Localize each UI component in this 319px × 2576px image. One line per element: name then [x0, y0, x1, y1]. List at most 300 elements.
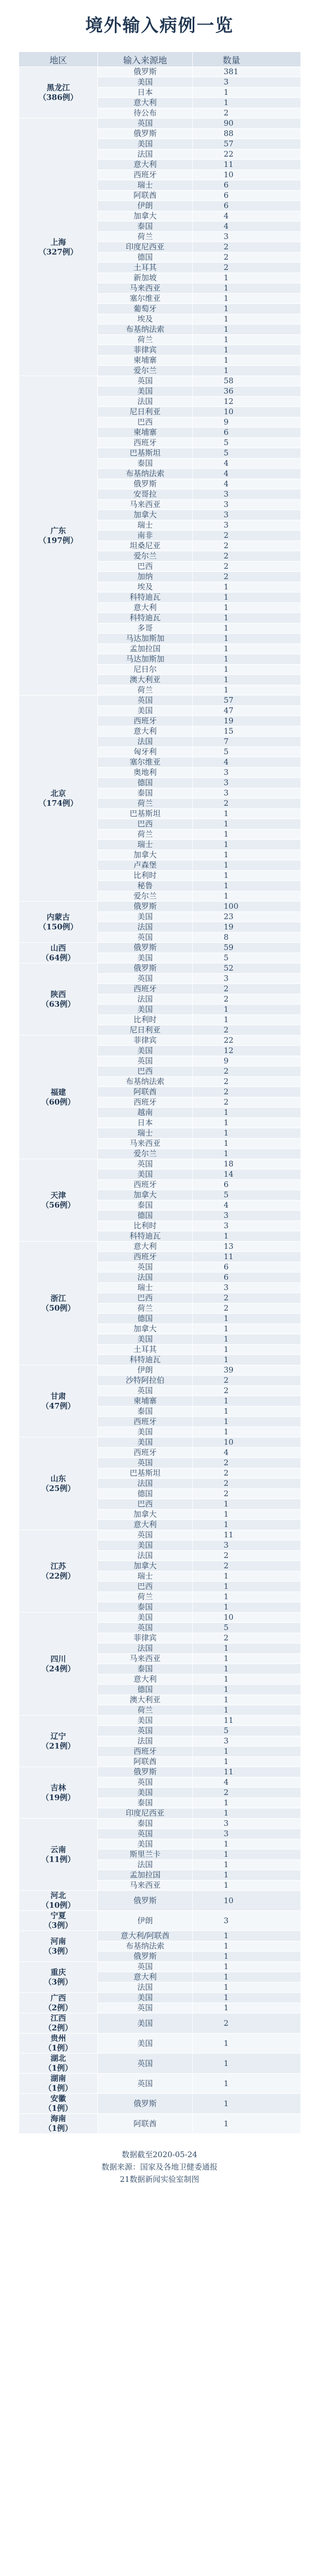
- source-cell: 荷兰: [98, 1592, 193, 1602]
- source-cell: 越南: [98, 1108, 193, 1118]
- source-cell: 美国: [98, 2033, 193, 2054]
- count-cell: 90: [193, 118, 301, 129]
- count-cell: 39: [193, 1365, 301, 1376]
- region-total: （25例）: [41, 1483, 75, 1493]
- count-cell: 1: [193, 1972, 301, 1982]
- source-cell: 加拿大: [98, 1324, 193, 1334]
- source-cell: 土耳其: [98, 1345, 193, 1355]
- source-cell: 加拿大: [98, 1510, 193, 1520]
- source-cell: 意大利: [98, 1674, 193, 1685]
- count-cell: 10: [193, 1613, 301, 1623]
- region-name: 陕西: [50, 989, 66, 999]
- source-cell: 沙特阿拉伯: [98, 1376, 193, 1386]
- table-row: [19, 1819, 301, 1829]
- count-cell: 1: [193, 1870, 301, 1880]
- region-total: （2例）: [44, 2023, 73, 2032]
- source-cell: 马达加斯加: [98, 634, 193, 644]
- count-cell: 3: [193, 778, 301, 788]
- source-cell: 美国: [98, 1046, 193, 1056]
- count-cell: 58: [193, 376, 301, 386]
- region-total: （3例）: [44, 1977, 73, 1987]
- source-cell: 英国: [98, 1458, 193, 1468]
- region-total: （50例）: [41, 1303, 75, 1313]
- count-cell: 9: [193, 417, 301, 428]
- count-cell: 1: [193, 88, 301, 98]
- source-cell: 英国: [98, 1530, 193, 1540]
- source-cell: 意大利: [98, 160, 193, 170]
- source-cell: 瑞士: [98, 1128, 193, 1139]
- count-cell: 52: [193, 963, 301, 974]
- source-cell: 科特迪瓦: [98, 1355, 193, 1365]
- source-cell: 荷兰: [98, 829, 193, 840]
- source-cell: 加拿大: [98, 1190, 193, 1200]
- source-cell: 美国: [98, 1170, 193, 1180]
- source-cell: 法国: [98, 1551, 193, 1561]
- count-cell: 1: [193, 634, 301, 644]
- count-cell: 1: [193, 1850, 301, 1860]
- count-cell: 1: [193, 1941, 301, 1952]
- source-cell: 巴西: [98, 1582, 193, 1592]
- source-cell: 加纳: [98, 572, 193, 582]
- region-cell: [19, 1365, 98, 1437]
- count-cell: 1: [193, 1982, 301, 1993]
- page-title: 境外输入病例一览: [85, 15, 234, 36]
- source-cell: 荷兰: [98, 799, 193, 809]
- source-cell: 坦桑尼亚: [98, 541, 193, 551]
- count-cell: 4: [193, 1777, 301, 1788]
- source-cell: 印度尼西亚: [98, 1808, 193, 1819]
- count-cell: 1: [193, 2074, 301, 2094]
- count-cell: 1: [193, 355, 301, 366]
- count-cell: 23: [193, 912, 301, 922]
- source-cell: 意大利: [98, 1242, 193, 1252]
- region-total: （386例）: [38, 92, 78, 102]
- count-cell: 1: [193, 1747, 301, 1757]
- source-cell: 美国: [98, 1788, 193, 1798]
- count-cell: 10: [193, 1437, 301, 1448]
- region-name: 内蒙古: [46, 912, 70, 922]
- count-cell: 2: [193, 562, 301, 572]
- count-cell: 1: [193, 1355, 301, 1365]
- region-cell: [19, 963, 98, 1036]
- source-cell: 法国: [98, 1982, 193, 1993]
- count-cell: 1: [193, 1931, 301, 1941]
- count-cell: 1: [193, 1643, 301, 1654]
- count-cell: 1: [193, 840, 301, 850]
- source-cell: 巴西: [98, 1066, 193, 1077]
- count-cell: 3: [193, 520, 301, 531]
- count-cell: 1: [193, 1417, 301, 1427]
- region-name: 江西: [50, 2013, 66, 2023]
- source-cell: 土耳其: [98, 263, 193, 273]
- region-total: （150例）: [38, 922, 78, 931]
- count-cell: 11: [193, 1530, 301, 1540]
- count-cell: 2: [193, 1633, 301, 1643]
- source-cell: 尼日利亚: [98, 1025, 193, 1036]
- region-cell: [19, 696, 98, 902]
- count-cell: 5: [193, 953, 301, 963]
- region-name: 广东: [50, 526, 66, 535]
- count-cell: 4: [193, 1200, 301, 1211]
- source-cell: 意大利: [98, 98, 193, 108]
- region-cell: [19, 2114, 98, 2134]
- count-cell: 5: [193, 438, 301, 448]
- region-cell: [19, 2013, 98, 2033]
- count-cell: 1: [193, 1654, 301, 1664]
- source-cell: 布基纳法索: [98, 325, 193, 335]
- table-row: [19, 2114, 301, 2134]
- source-cell: 秘鲁: [98, 881, 193, 891]
- count-cell: 2: [193, 2013, 301, 2033]
- count-cell: 1: [193, 1571, 301, 1582]
- count-cell: 2: [193, 1293, 301, 1303]
- table-row: [19, 1530, 301, 1540]
- region-name: 河南: [50, 1936, 66, 1946]
- region-name: 北京: [50, 788, 66, 798]
- table-row: [19, 67, 301, 77]
- source-cell: 安哥拉: [98, 489, 193, 500]
- region-name: 广西: [50, 1993, 66, 2003]
- region-name: 上海: [50, 237, 66, 247]
- count-cell: 2: [193, 1468, 301, 1479]
- count-cell: 1: [193, 1798, 301, 1808]
- source-cell: 布基纳法索: [98, 1941, 193, 1952]
- count-cell: 11: [193, 1252, 301, 1262]
- region-name: 山西: [50, 943, 66, 953]
- source-cell: 马达加斯加: [98, 654, 193, 665]
- count-cell: 3: [193, 1911, 301, 1931]
- count-cell: 1: [193, 1396, 301, 1406]
- table-row: [19, 1962, 301, 1972]
- count-cell: 1: [193, 860, 301, 871]
- source-cell: 法国: [98, 922, 193, 933]
- count-cell: 88: [193, 129, 301, 139]
- source-cell: 法国: [98, 1273, 193, 1283]
- count-cell: 2: [193, 1066, 301, 1077]
- source-cell: 爱尔兰: [98, 366, 193, 376]
- count-cell: 1: [193, 325, 301, 335]
- source-cell: 意大利/阿联酋: [98, 1931, 193, 1941]
- source-cell: 意大利: [98, 726, 193, 737]
- count-cell: 59: [193, 943, 301, 953]
- source-cell: 俄罗斯: [98, 1767, 193, 1777]
- count-cell: 1: [193, 2033, 301, 2054]
- count-cell: 2: [193, 1561, 301, 1571]
- count-cell: 2: [193, 252, 301, 263]
- count-cell: 19: [193, 716, 301, 726]
- count-cell: 3: [193, 1819, 301, 1829]
- region-total: （10例）: [41, 1901, 75, 1910]
- source-cell: 荷兰: [98, 335, 193, 345]
- region-cell: [19, 1911, 98, 1931]
- count-cell: 1: [193, 654, 301, 665]
- count-cell: 1: [193, 1139, 301, 1149]
- count-cell: 2: [193, 1458, 301, 1468]
- region-name: 贵州: [50, 2033, 66, 2043]
- region-cell: [19, 118, 98, 376]
- count-cell: 1: [193, 1664, 301, 1674]
- source-cell: 意大利: [98, 1520, 193, 1530]
- count-cell: 11: [193, 1716, 301, 1726]
- region-total: （63例）: [41, 999, 75, 1009]
- count-cell: 2: [193, 572, 301, 582]
- source-cell: 菲律宾: [98, 1633, 193, 1643]
- count-cell: 3: [193, 1829, 301, 1839]
- region-name: 黑龙江: [46, 82, 70, 92]
- source-cell: 俄罗斯: [98, 943, 193, 953]
- region-cell: [19, 1931, 98, 1962]
- region-name: 吉林: [50, 1783, 66, 1792]
- count-cell: 1: [193, 1499, 301, 1510]
- region-total: （24例）: [41, 1664, 75, 1673]
- source-cell: 英国: [98, 118, 193, 129]
- source-cell: 美国: [98, 706, 193, 716]
- source-cell: 美国: [98, 77, 193, 88]
- region-name: 山东: [50, 1473, 66, 1483]
- source-cell: 日本: [98, 88, 193, 98]
- count-cell: 1: [193, 613, 301, 623]
- source-cell: 巴基斯坦: [98, 448, 193, 459]
- count-cell: 4: [193, 459, 301, 469]
- region-total: （1例）: [44, 2104, 73, 2113]
- source-cell: 埃及: [98, 314, 193, 325]
- count-cell: 2: [193, 1479, 301, 1489]
- source-cell: 英国: [98, 1386, 193, 1396]
- region-cell: [19, 1242, 98, 1365]
- count-cell: 3: [193, 1540, 301, 1551]
- count-cell: 4: [193, 211, 301, 222]
- region-cell: [19, 1962, 98, 1993]
- source-cell: 西班牙: [98, 1097, 193, 1108]
- region-name: 海南: [50, 2114, 66, 2123]
- region-name: 天津: [50, 1190, 66, 1200]
- region-total: （60例）: [41, 1097, 75, 1107]
- count-cell: 4: [193, 222, 301, 232]
- source-cell: 印度尼西亚: [98, 242, 193, 252]
- header-count: 数量: [193, 52, 301, 67]
- count-cell: 1: [193, 1314, 301, 1324]
- source-cell: 西班牙: [98, 1180, 193, 1190]
- source-cell: 法国: [98, 1479, 193, 1489]
- source-cell: 英国: [98, 2074, 193, 2094]
- source-cell: 泰国: [98, 1664, 193, 1674]
- source-cell: 法国: [98, 149, 193, 160]
- source-cell: 美国: [98, 1437, 193, 1448]
- count-cell: 1: [193, 1993, 301, 2003]
- source-cell: 英国: [98, 1777, 193, 1788]
- source-cell: 泰国: [98, 1406, 193, 1417]
- source-cell: 瑞士: [98, 1571, 193, 1582]
- count-cell: 12: [193, 1046, 301, 1056]
- count-cell: 1: [193, 98, 301, 108]
- source-cell: 英国: [98, 1056, 193, 1066]
- region-name: 江苏: [50, 1561, 66, 1571]
- source-cell: 英国: [98, 1159, 193, 1170]
- region-total: （1例）: [44, 2083, 73, 2093]
- count-cell: 14: [193, 1170, 301, 1180]
- source-cell: 多哥: [98, 623, 193, 634]
- region-name: 福建: [50, 1087, 66, 1097]
- count-cell: 1: [193, 1520, 301, 1530]
- table-row: [19, 1767, 301, 1777]
- count-cell: 1: [193, 1602, 301, 1613]
- region-name: 云南: [50, 1844, 66, 1854]
- source-cell: 巴基斯坦: [98, 809, 193, 819]
- source-cell: 比利时: [98, 1221, 193, 1231]
- footer-date: 数据截至2020-05-24: [122, 2150, 197, 2159]
- source-cell: 菲律宾: [98, 1036, 193, 1046]
- source-cell: 英国: [98, 974, 193, 984]
- imported-cases-table: [19, 52, 301, 2134]
- count-cell: 3: [193, 500, 301, 510]
- count-cell: 2: [193, 1489, 301, 1499]
- count-cell: 18: [193, 1159, 301, 1170]
- source-cell: 德国: [98, 1685, 193, 1695]
- count-cell: 2: [193, 1025, 301, 1036]
- count-cell: 5: [193, 1726, 301, 1736]
- source-cell: 斯里兰卡: [98, 1850, 193, 1860]
- source-cell: 澳大利亚: [98, 675, 193, 685]
- count-cell: 4: [193, 1448, 301, 1458]
- count-cell: 1: [193, 1757, 301, 1767]
- region-cell: [19, 1613, 98, 1716]
- region-name: 四川: [50, 1654, 66, 1664]
- source-cell: 德国: [98, 252, 193, 263]
- count-cell: 1: [193, 1128, 301, 1139]
- region-total: （47例）: [41, 1401, 75, 1411]
- source-cell: 英国: [98, 1623, 193, 1633]
- source-cell: 马来西亚: [98, 1139, 193, 1149]
- count-cell: 1: [193, 891, 301, 902]
- count-cell: 13: [193, 1242, 301, 1252]
- count-cell: 1: [193, 1149, 301, 1159]
- count-cell: 1: [193, 623, 301, 634]
- source-cell: 泰国: [98, 1819, 193, 1829]
- count-cell: 1: [193, 294, 301, 304]
- source-cell: 伊朗: [98, 1365, 193, 1376]
- table-body: [19, 67, 301, 2134]
- count-cell: 1: [193, 314, 301, 325]
- source-cell: 巴西: [98, 1499, 193, 1510]
- footer-credit: 21数据新闻实验室制图: [120, 2175, 199, 2184]
- count-cell: 1: [193, 1231, 301, 1242]
- region-cell: [19, 1993, 98, 2013]
- footer-source: 数据来源：国家及各地卫健委通报: [101, 2162, 217, 2172]
- count-cell: 5: [193, 747, 301, 757]
- count-cell: 1: [193, 1880, 301, 1891]
- source-cell: 菲律宾: [98, 345, 193, 355]
- count-cell: 3: [193, 232, 301, 242]
- region-total: （21例）: [41, 1741, 75, 1751]
- count-cell: 19: [193, 922, 301, 933]
- count-cell: 2: [193, 541, 301, 551]
- source-cell: 埃及: [98, 582, 193, 592]
- count-cell: 3: [193, 768, 301, 778]
- source-cell: 匈牙利: [98, 747, 193, 757]
- source-cell: 巴西: [98, 417, 193, 428]
- source-cell: 孟加拉国: [98, 1870, 193, 1880]
- region-cell: [19, 1819, 98, 1891]
- region-total: （197例）: [38, 535, 78, 545]
- source-cell: 英国: [98, 1726, 193, 1736]
- source-cell: 阿联酋: [98, 1087, 193, 1097]
- count-cell: 1: [193, 665, 301, 675]
- source-cell: 西班牙: [98, 716, 193, 726]
- count-cell: 1: [193, 335, 301, 345]
- count-cell: 1: [193, 366, 301, 376]
- source-cell: 日本: [98, 1118, 193, 1128]
- table-row: [19, 1931, 301, 1941]
- count-cell: 47: [193, 706, 301, 716]
- source-cell: 德国: [98, 1489, 193, 1499]
- table-row: [19, 1242, 301, 1252]
- region-total: （22例）: [41, 1571, 75, 1581]
- region-cell: [19, 2054, 98, 2074]
- source-cell: 泰国: [98, 222, 193, 232]
- table-row: [19, 376, 301, 386]
- region-total: （19例）: [41, 1792, 75, 1802]
- count-cell: 1: [193, 1705, 301, 1716]
- source-cell: 柬埔寨: [98, 355, 193, 366]
- table-row: [19, 1159, 301, 1170]
- count-cell: 1: [193, 850, 301, 860]
- source-cell: 美国: [98, 1540, 193, 1551]
- source-cell: 英国: [98, 933, 193, 943]
- source-cell: 瑞士: [98, 840, 193, 850]
- source-cell: 英国: [98, 696, 193, 706]
- source-cell: 瑞士: [98, 180, 193, 191]
- count-cell: 2: [193, 1303, 301, 1314]
- region-name: 安徽: [50, 2094, 66, 2103]
- table-row: [19, 2094, 301, 2114]
- region-cell: [19, 1891, 98, 1911]
- count-cell: 1: [193, 644, 301, 654]
- count-cell: 1: [193, 1334, 301, 1345]
- source-cell: 西班牙: [98, 1448, 193, 1458]
- source-cell: 俄罗斯: [98, 1891, 193, 1911]
- source-cell: 美国: [98, 2013, 193, 2033]
- table-row: [19, 1716, 301, 1726]
- count-cell: 1: [193, 1839, 301, 1850]
- source-cell: 泰国: [98, 788, 193, 799]
- source-cell: 奥地利: [98, 768, 193, 778]
- source-cell: 法国: [98, 1643, 193, 1654]
- source-cell: 俄罗斯: [98, 129, 193, 139]
- count-cell: 2: [193, 1077, 301, 1087]
- count-cell: 57: [193, 696, 301, 706]
- source-cell: 澳大利亚: [98, 1695, 193, 1705]
- source-cell: 法国: [98, 1736, 193, 1747]
- source-cell: 美国: [98, 1613, 193, 1623]
- source-cell: 德国: [98, 1314, 193, 1324]
- region-cell: [19, 2074, 98, 2094]
- region-total: （174例）: [38, 798, 78, 808]
- count-cell: 4: [193, 469, 301, 479]
- source-cell: 马来西亚: [98, 1880, 193, 1891]
- source-cell: 泰国: [98, 1200, 193, 1211]
- source-cell: 马来西亚: [98, 500, 193, 510]
- source-cell: 西班牙: [98, 984, 193, 994]
- count-cell: 2: [193, 1376, 301, 1386]
- source-cell: 法国: [98, 737, 193, 747]
- count-cell: 2: [193, 1386, 301, 1396]
- count-cell: 10: [193, 170, 301, 180]
- source-cell: 马来西亚: [98, 283, 193, 294]
- count-cell: 8: [193, 933, 301, 943]
- source-cell: 比利时: [98, 1015, 193, 1025]
- count-cell: 381: [193, 67, 301, 77]
- source-cell: 法国: [98, 397, 193, 407]
